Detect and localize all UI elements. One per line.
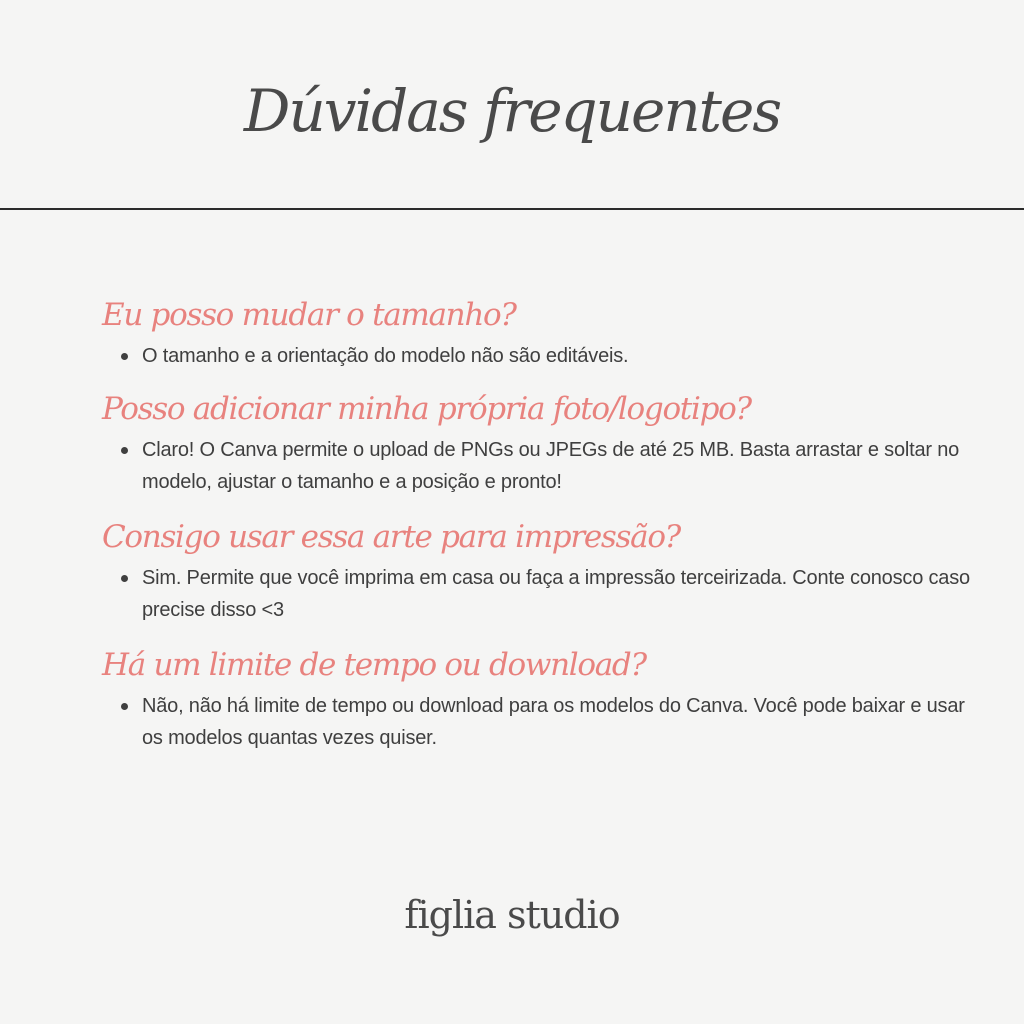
faq-question: Posso adicionar minha própria foto/logotipo? bbox=[102, 391, 751, 427]
faq-answer: Não, não há limite de tempo ou download para os modelos do Canva. Você pode baixar e usar os modelos quantas vezes quiser. bbox=[142, 695, 965, 749]
faq-answer-item bbox=[142, 434, 982, 498]
bullet-icon bbox=[121, 575, 128, 582]
brand-logo: figlia studio bbox=[404, 893, 620, 937]
bullet-icon bbox=[121, 447, 128, 454]
page-title: Dúvidas frequentes bbox=[243, 77, 781, 145]
bullet-icon bbox=[121, 703, 128, 710]
title-divider bbox=[0, 208, 1024, 210]
faq-answer: Claro! O Canva permite o upload de PNGs ou JPEGs de até 25 MB. Basta arrastar e soltar no modelo, ajustar o tamanho e a posição e pronto! bbox=[142, 439, 960, 493]
faq-answer-list bbox=[102, 434, 982, 498]
faq-answer: Sim. Permite que você imprima em casa ou faça a impressão terceirizada. Conte conosco caso precise disso <3 bbox=[142, 567, 970, 621]
faq-question: Eu posso mudar o tamanho? bbox=[102, 297, 516, 333]
faq-answer-list bbox=[102, 340, 982, 372]
spacer bbox=[102, 626, 982, 642]
faq-answer-list bbox=[102, 562, 982, 626]
faq-item bbox=[102, 514, 982, 626]
bullet-icon bbox=[121, 353, 128, 360]
faq-answer-list bbox=[102, 690, 982, 754]
faq-item bbox=[102, 292, 982, 372]
faq-answer-item bbox=[142, 690, 982, 754]
spacer bbox=[102, 372, 982, 386]
faq-item bbox=[102, 642, 982, 754]
faq-answer-item bbox=[142, 340, 982, 372]
faq-answer: O tamanho e a orientação do modelo não são editáveis. bbox=[142, 345, 629, 367]
faq-answer-item bbox=[142, 562, 982, 626]
faq-item bbox=[102, 386, 982, 498]
faq-list bbox=[102, 292, 982, 754]
faq-question: Há um limite de tempo ou download? bbox=[102, 647, 646, 683]
faq-question: Consigo usar essa arte para impressão? bbox=[102, 519, 681, 555]
spacer bbox=[102, 498, 982, 514]
